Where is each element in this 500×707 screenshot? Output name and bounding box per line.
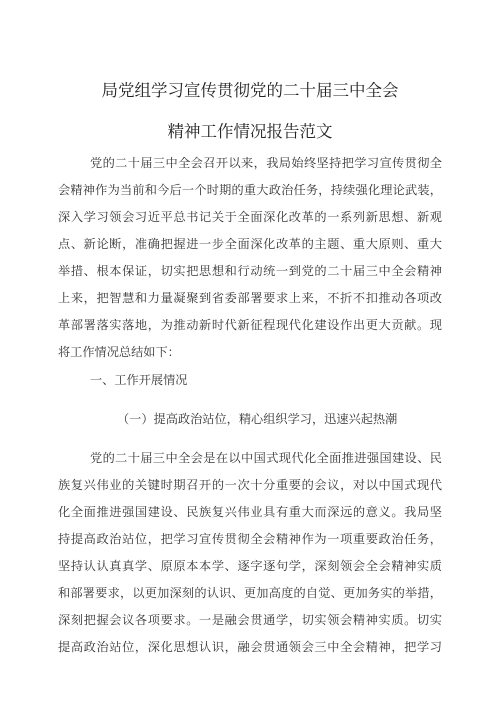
document-title-line-1: 局党组学习宣传贯彻党的二十届三中全会 (101, 81, 399, 100)
document-title-line-2: 精神工作情况报告范文 (167, 122, 333, 141)
paragraph-2-line: 持提高政治站位，把学习宣传贯彻全会精神作为一项重要政治任务， (58, 532, 442, 546)
paragraph-2-line: 化全面推进强国建设、民族复兴伟业具有重大而深远的意义。我局坚 (58, 505, 442, 519)
paragraph-2-line: 族复兴伟业的关键时期召开的一次十分重要的会议，对以中国式现代 (58, 478, 442, 492)
paragraph-1-line: 党的二十届三中全会召开以来，我局始终坚持把学习宣传贯彻全 (90, 156, 442, 170)
subsection-heading: （一）提高政治站位，精心组织学习，迅速兴起热潮 (117, 412, 398, 426)
paragraph-1-line: 将工作情况总结如下： (58, 345, 180, 359)
paragraph-2-line: 党的二十届三中全会是在以中国式现代化全面推进强国建设、民 (90, 451, 442, 465)
paragraph-1-line: 点、新论断，准确把握进一步全面深化改革的主题、重大原则、重大 (58, 237, 442, 251)
paragraph-2-line: 深刻把握会议各项要求。一是融会贯通学，切实领会精神实质。切实 (58, 613, 442, 627)
paragraph-2-line: 坚持认认真真学、原原本本学、逐字逐句学，深刻领会全会精神实质 (58, 559, 442, 573)
section-heading: 一、工作开展情况 (90, 373, 188, 387)
paragraph-1-line: 深入学习领会习近平总书记关于全面深化改革的一系列新思想、新观 (58, 210, 442, 224)
paragraph-1-line: 革部署落实落地，为推动新时代新征程现代化建设作出更大贡献。现 (58, 318, 442, 332)
paragraph-1-line: 会精神作为当前和今后一个时期的重大政治任务，持续强化理论武装， (58, 183, 442, 197)
paragraph-2-line: 提高政治站位，深化思想认识，融会贯通领会三中全会精神，把学习 (58, 640, 442, 654)
paragraph-1-line: 举措、根本保证，切实把思想和行动统一到党的二十届三中全会精神 (58, 264, 442, 278)
paragraph-1-line: 上来，把智慧和力量凝聚到省委部署要求上来，不折不扣推动各项改 (58, 291, 442, 305)
paragraph-2-line: 和部署要求，以更加深刻的认识、更加高度的自觉、更加务实的举措， (58, 586, 442, 600)
